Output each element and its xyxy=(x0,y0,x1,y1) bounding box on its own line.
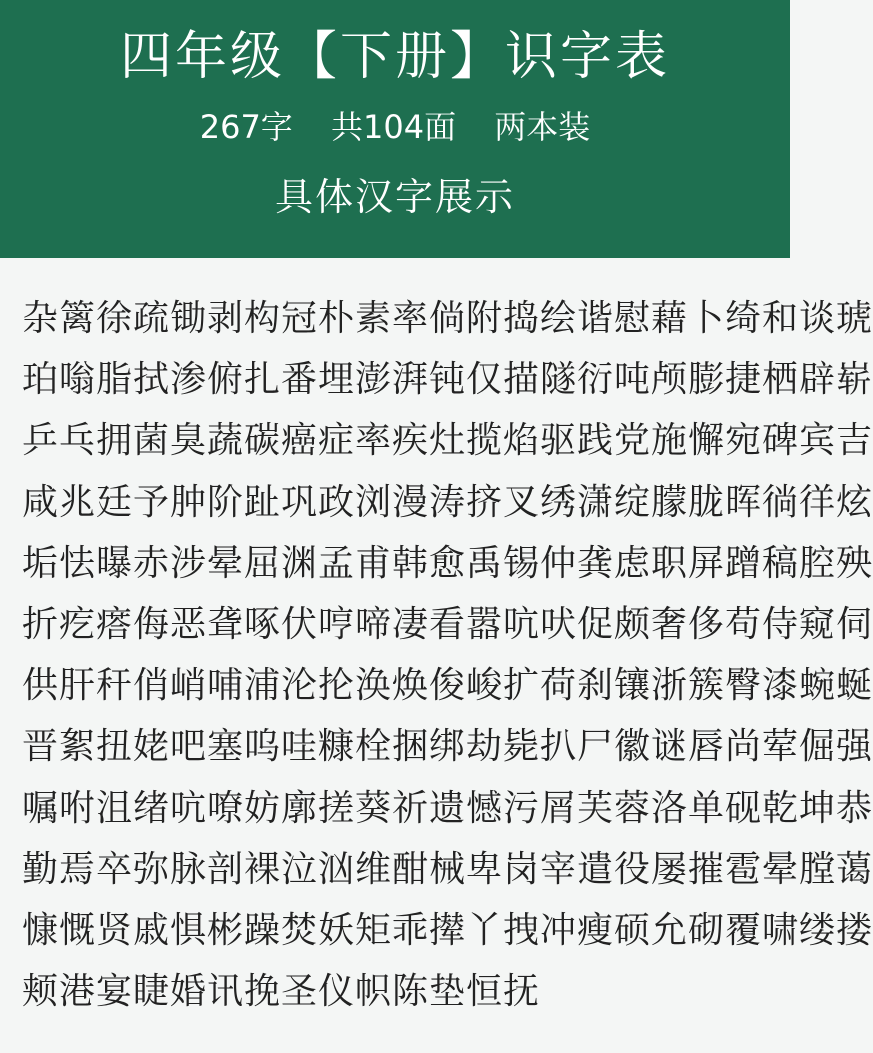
character-list xyxy=(22,288,873,1022)
character-row: 慷慨贤戚惧彬躁焚妖矩乖撵丫拽冲瘦硕允砌覆啸缕搂 xyxy=(22,909,873,951)
character-row: 晋絮扭姥吧塞呜哇糠栓捆绑劫毙扒尸徽谜唇尚荤倔强 xyxy=(22,726,873,768)
page-title: 四年级【下册】识字表 xyxy=(119,27,670,87)
character-row: 嘱咐沮绪吭嘹妨廓搓葵祈遗憾污屑芙蓉洛单砚乾坤恭 xyxy=(22,787,873,829)
character-row: 咸兆廷予肿阶趾巩政浏漫涛挤叉绣潇绽朦胧晖徜徉炫 xyxy=(22,481,873,523)
character-row: 勤焉卒弥脉剖裸泣汹维酣械卑岗宰遣役屡摧雹晕膛蔼 xyxy=(22,848,873,890)
character-row: 珀嗡脂拭渗俯扎番埋澎湃钝仅描隧衍吨颅膨捷栖辟崭 xyxy=(22,359,873,401)
character-row: 乒乓拥菌臭蔬碳癌症率疾灶揽焰驱践党施懈宛碑宾吉 xyxy=(22,420,873,462)
header-banner xyxy=(0,0,790,258)
book-info xyxy=(0,102,790,152)
page-count: 共104面 xyxy=(330,108,457,146)
section-subtitle: 具体汉字展示 xyxy=(274,175,515,219)
character-row: 颊港宴睫婚讯挽圣仪帜陈垫恒抚 xyxy=(22,971,541,1013)
character-row: 供肝秆俏峭哺浦沦抡涣焕俊峻扩荷刹镶浙簇臀漆蜿蜒 xyxy=(22,665,873,707)
character-row: 折疙瘩侮恶聋啄伏哼啼凄看嚣吭吠促颇奢侈苟侍窥伺 xyxy=(22,603,873,645)
character-row: 垢怯曝赤涉晕屈渊孟甫韩愈禹锡仲龚虑职屏蹭稿腔殃 xyxy=(22,542,873,584)
binding-info: 两本装 xyxy=(494,108,591,146)
character-count: 267字 xyxy=(199,108,293,146)
character-row: 杂篱徐疏锄剥构冠朴素率倘附捣绘谐慰藉卜绮和谈琥 xyxy=(22,298,873,339)
